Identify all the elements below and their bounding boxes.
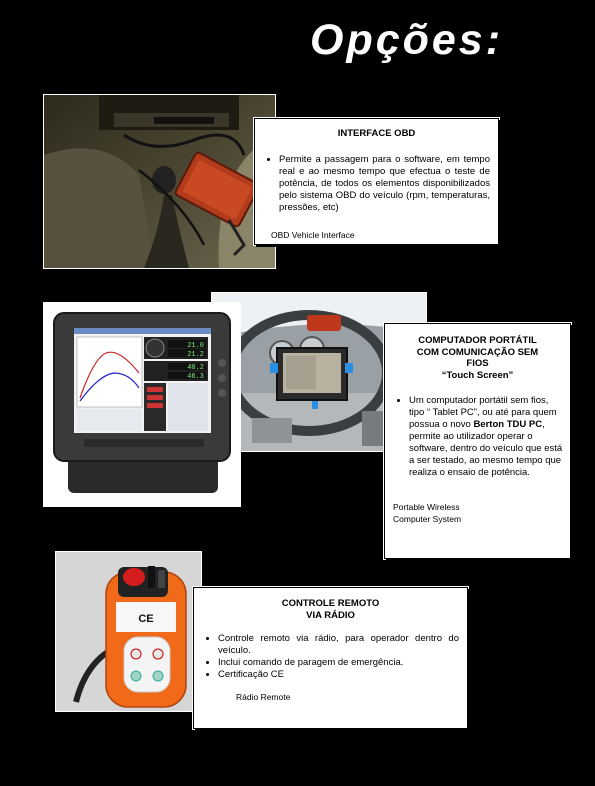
- computer-bullet-text-post: , permite ao utilizador operar o software, dentro do veículo que está a ser testado, ao mesmo tempo que realiza o ensaio de potência.: [409, 419, 563, 478]
- remote-bullet-3: • Certificação CE: [218, 669, 459, 681]
- remote-caption: Rádio Remote: [236, 692, 291, 702]
- radio-remote-photo: [55, 551, 202, 712]
- computer-bullet-text-pre: Um computador portátil sem fios, tipo “ Tablet PC”, ou até para quem possua o novo: [409, 395, 557, 430]
- remote-heading-line1: CONTROLE REMOTO: [281, 598, 380, 609]
- page-title: Opções:: [310, 16, 504, 64]
- computer-bullet: [409, 395, 564, 479]
- obd-info-box: [254, 118, 499, 245]
- computer-caption-line2: Computer System: [393, 514, 462, 524]
- computer-caption-line1: Portable Wireless: [393, 502, 460, 512]
- remote-bullet-2: • Inclui comando de paragem de emergência.: [218, 657, 459, 669]
- computer-heading-line1: COMPUTADOR PORTÁTIL: [418, 335, 537, 346]
- tablet-pc-photo: [43, 302, 241, 507]
- computer-heading-line3: FIOS: [466, 358, 489, 369]
- obd-caption: OBD Vehicle Interface: [271, 229, 355, 240]
- obd-bullet: • Permite a passagem para o software, em tempo real e ao mesmo tempo que efectua o teste de potência, de todos os elementos disponibilizados pelo sistema OBD do veículo (rpm, temperaturas, pressões, etc): [279, 154, 490, 214]
- tablet-readout-2: 21.2: [187, 351, 204, 359]
- remote-info-box: [193, 587, 468, 729]
- portable-computer-info-box: [384, 323, 571, 559]
- tablet-readout-3: 40.2: [187, 364, 204, 372]
- remote-bullet-1: • Controle remoto via rádio, para operador dentro do veículo.: [218, 633, 459, 657]
- tablet-readout-4: 46.3: [187, 373, 204, 381]
- computer-heading-line4: “Touch Screen”: [441, 369, 514, 381]
- svg-text:CE: CE: [138, 613, 154, 625]
- computer-bullet-product: Berton TDU PC: [473, 419, 543, 430]
- computer-heading-line2: COM COMUNICAÇÃO SEM: [416, 346, 539, 358]
- remote-heading-line2: VIA RÁDIO: [306, 609, 355, 621]
- tablet-readout-1: 21.0: [187, 342, 204, 350]
- obd-interface-photo: [43, 94, 276, 269]
- obd-heading: INTERFACE OBD: [337, 128, 416, 139]
